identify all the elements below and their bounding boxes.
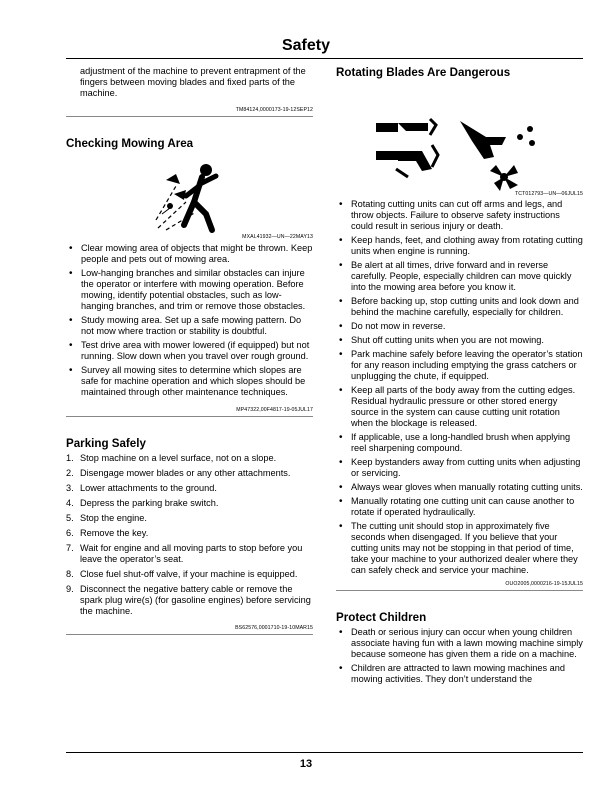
list-item xyxy=(66,528,313,539)
list-item: • Death or serious injury can occur when young children associate having fun with a lawn mowing machine simply because someone has given them a ride on a machine. xyxy=(336,627,583,660)
list-item: • Survey all mowing sites to determine which slopes are safe for machine operation and which slopes should be maintained through other maintenance techniques. xyxy=(66,365,313,398)
list-item: • Manually rotating one cutting unit can cause another to rotate if operated hydraulically. xyxy=(336,496,583,518)
list-item xyxy=(66,468,313,479)
list-item: • Park machine safely before leaving the operator’s station for any reason including emptying the grass catchers or unplugging the chute, if equipped. xyxy=(336,349,583,382)
protect-children-title: Protect Children xyxy=(336,611,427,624)
step-number: 2. xyxy=(66,468,74,478)
list-item xyxy=(66,498,313,509)
step-text: Wait for engine and all moving parts to stop before you leave the operator’s seat. xyxy=(80,543,303,564)
list-item: • Always wear gloves when manually rotating cutting units. xyxy=(336,482,583,493)
parking-ref: BS62576,0001710-19-10MAR15 xyxy=(235,625,313,631)
list-item: • Do not mow in reverse. xyxy=(336,321,583,332)
thrown-object-warning-icon xyxy=(66,150,313,234)
blades-ref-block xyxy=(336,579,583,591)
list-item: • Before backing up, stop cutting units and look down and behind the machine carefully, especially for children. xyxy=(336,296,583,318)
list-item: • Keep bystanders away from cutting units when adjusting or servicing. xyxy=(336,457,583,479)
rotating-blades-warning-icon xyxy=(336,79,583,191)
step-text: Stop the engine. xyxy=(80,513,147,523)
list-item xyxy=(66,453,313,464)
step-text: Stop machine on a level surface, not on a slope. xyxy=(80,453,277,463)
step-text: Disengage mower blades or any other attachments. xyxy=(80,468,291,478)
list-item: • Shut off cutting units when you are not mowing. xyxy=(336,335,583,346)
checking-image-ref: MXAL41932—UN—22MAY13 xyxy=(242,234,313,240)
checking-ref: MP47322,00F4817-19-05JUL17 xyxy=(236,407,313,413)
list-item: • Children are attracted to lawn mowing machines and mowing activities. They don’t understand the xyxy=(336,663,583,685)
step-number: 9. xyxy=(66,584,74,594)
list-item: • Rotating cutting units can cut off arms and legs, and throw objects. Failure to observe safety instructions could result in serious injury or death. xyxy=(336,199,583,232)
checking-mowing-area-title: Checking Mowing Area xyxy=(66,137,194,150)
step-number: 5. xyxy=(66,513,74,523)
rotating-blades-title: Rotating Blades Are Dangerous xyxy=(336,66,511,79)
list-item xyxy=(66,569,313,580)
step-number: 4. xyxy=(66,498,74,508)
list-item: • Test drive area with mower lowered (if equipped) but not running. Slow down when you travel over rough ground. xyxy=(66,340,313,362)
list-item xyxy=(66,584,313,617)
step-number: 1. xyxy=(66,453,74,463)
list-item: • Clear mowing area of objects that might be thrown. Keep people and pets out of mowing area. xyxy=(66,243,313,265)
header-rule xyxy=(66,58,583,59)
step-text: Disconnect the negative battery cable or remove the spark plug wire(s) (for gasoline engines) before servicing the machine. xyxy=(80,584,311,616)
children-bullet-list xyxy=(336,627,583,685)
parking-safely-title: Parking Safely xyxy=(66,437,146,450)
step-text: Lower attachments to the ground. xyxy=(80,483,217,493)
list-item: • Keep hands, feet, and clothing away from rotating cutting units when engine is running. xyxy=(336,235,583,257)
list-item xyxy=(66,483,313,494)
step-text: Close fuel shut-off valve, if your machine is equipped. xyxy=(80,569,298,579)
list-item: • Keep all parts of the body away from the cutting edges. Residual hydraulic pressure or other stored energy source in the system can cause cutting unit rotation when the blockage is released. xyxy=(336,385,583,429)
parking-steps-list xyxy=(66,453,313,617)
step-number: 8. xyxy=(66,569,74,579)
blades-image-ref: TCT012793—UN—06JUL15 xyxy=(514,191,583,197)
continued-ref: TM84124,0000173-19-12SEP12 xyxy=(235,107,313,113)
list-item: • Low-hanging branches and similar obstacles can injure the operator or interfere with mowing operation. Before mowing, identify potential obstacles, such as low-hanging branches, and trim or remove those obstacles. xyxy=(66,268,313,312)
step-number: 7. xyxy=(66,543,74,553)
blades-bullet-list xyxy=(336,199,583,576)
list-item: • Study mowing area. Set up a safe mowing pattern. Do not mow where traction or stability is doubtful. xyxy=(66,315,313,337)
step-number: 3. xyxy=(66,483,74,493)
step-number: 6. xyxy=(66,528,74,538)
footer-rule xyxy=(66,752,583,753)
step-text: Depress the parking brake switch. xyxy=(80,498,219,508)
list-item: • The cutting unit should stop in approximately five seconds when disengaged. If you believe that your cutting units may not be stopping in that period of time, take your machine to your authorized dealer where they can safely check and service your machine. xyxy=(336,521,583,576)
parking-ref-block xyxy=(66,621,313,635)
right-column xyxy=(336,66,583,688)
list-item xyxy=(66,513,313,524)
continued-paragraph: adjustment of the machine to prevent entrapment of the fingers between moving blades and fixed parts of the machine. xyxy=(80,66,306,98)
list-item: • Be alert at all times, drive forward and in reverse carefully. People, especially children can move quickly into the mowing area before you know it. xyxy=(336,260,583,293)
checking-bullet-list xyxy=(66,243,313,398)
page-number: 13 xyxy=(299,758,313,770)
left-column xyxy=(66,66,313,635)
blades-ref: OUO2005,0000216-19-15JUL15 xyxy=(505,581,583,587)
list-item xyxy=(66,543,313,565)
list-item: • If applicable, use a long-handled brush when applying reel sharpening compound. xyxy=(336,432,583,454)
page-header-title: Safety xyxy=(281,37,331,54)
step-text: Remove the key. xyxy=(80,528,149,538)
continued-ref-block xyxy=(66,99,313,117)
checking-ref-block xyxy=(66,401,313,417)
